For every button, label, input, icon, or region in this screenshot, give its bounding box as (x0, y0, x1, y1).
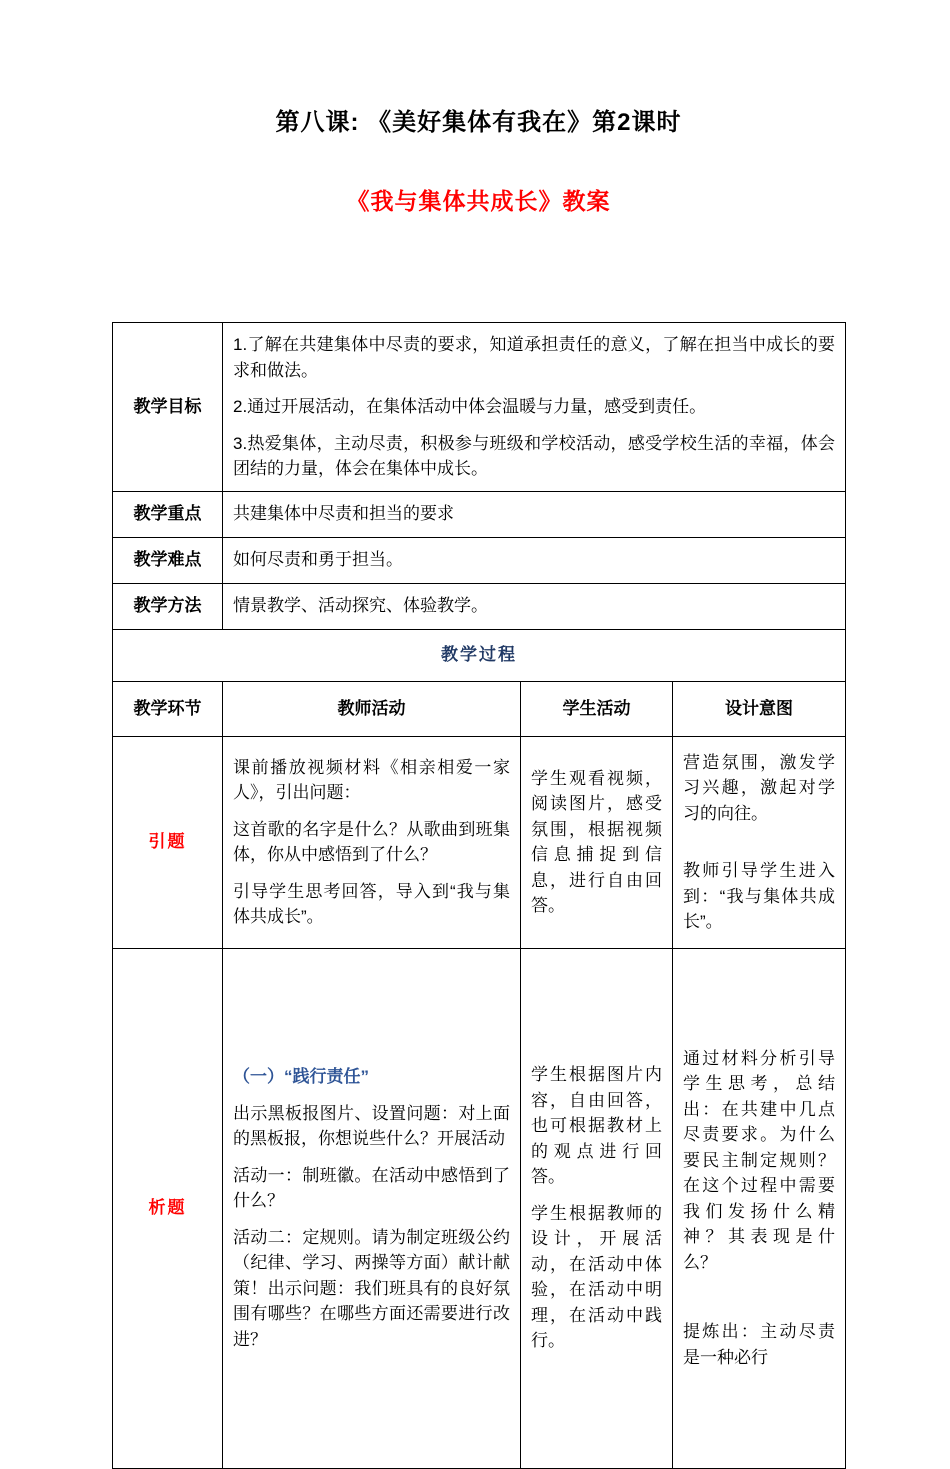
paragraph: 提炼出：主动尽责是一种必行 (683, 1322, 836, 1367)
document-subtitle: 《我与集体共成长》教案 (346, 188, 611, 214)
paragraph: 学生根据图片内容，自由回答，也可根据教材上的观点进行回答。 (531, 1065, 662, 1187)
objectives-label: 教学目标 (113, 323, 223, 492)
row-key-point (113, 491, 846, 537)
paragraph: 出示黑板报图片、设置问题：对上面的黑板报，你想说些什么？开展活动 (233, 1103, 510, 1148)
intro-student-activity (521, 736, 673, 948)
paragraph: 教师引导学生进入到：“我与集体共成长”。 (683, 861, 836, 931)
analyze-design-intent (673, 948, 846, 1468)
paragraph: 活动一：制班徽。在活动中感悟到了什么？ (233, 1165, 510, 1210)
paragraph: 引导学生思考回答，导入到“我与集体共成长”。 (233, 881, 510, 926)
row-stage-analyze (113, 948, 846, 1468)
paragraph: 活动二：定规则。请为制定班级公约（纪律、学习、两操等方面）献计献策！出示问题：我们班具有的良好氛围有哪些？在哪些方面还需要进行改进？ (233, 1227, 510, 1349)
paragraph: 这首歌的名字是什么？从歌曲到班集体，你从中感悟到了什么？ (233, 819, 510, 864)
method-content: 情景教学、活动探究、体验教学。 (223, 583, 846, 629)
key-point-label: 教学重点 (113, 491, 223, 537)
paragraph: 营造氛围，激发学习兴趣，激起对学习的向往。 (683, 752, 836, 823)
objective-item: 2.通过开展活动，在集体活动中体会温暖与力量，感受到责任。 (233, 397, 707, 416)
key-point-content: 共建集体中尽责和担当的要求 (223, 491, 846, 537)
process-title: 教学过程 (113, 629, 846, 681)
paragraph: 学生根据教师的设计，开展活动，在活动中体验，在活动中明理，在活动中践行。 (531, 1203, 662, 1351)
row-process-headers (113, 681, 846, 736)
header-teacher-activity: 教师活动 (223, 681, 521, 736)
objective-item: 3.热爱集体，主动尽责，积极参与班级和学校活动，感受学校生活的幸福，体会团结的力量，体会在集体中成长。 (233, 433, 836, 478)
difficulty-content: 如何尽责和勇于担当。 (223, 537, 846, 583)
analyze-teacher-activity (223, 948, 521, 1468)
header-student-activity: 学生活动 (521, 681, 673, 736)
row-objectives (113, 323, 846, 492)
row-method (113, 583, 846, 629)
paragraph: 通过材料分析引导学生思考，总结出：在共建中几点尽责要求。为什么要民主制定规则？在这个过程中需要我们发扬什么精神？其表现是什么？ (683, 1048, 836, 1272)
section-heading: （一）“践行责任” (233, 1067, 369, 1086)
analyze-student-activity (521, 948, 673, 1468)
row-difficulty (113, 537, 846, 583)
difficulty-label: 教学难点 (113, 537, 223, 583)
header-stage: 教学环节 (113, 681, 223, 736)
row-stage-intro (113, 736, 846, 948)
document-title: 第八课: 《美好集体有我在》第2课时 (275, 109, 682, 136)
stage-analyze-label: 析题 (113, 948, 223, 1468)
paragraph: 课前播放视频材料《相亲相爱一家人》，引出问题： (233, 757, 510, 802)
objectives-content (223, 323, 846, 492)
row-process-title (113, 629, 846, 681)
method-label: 教学方法 (113, 583, 223, 629)
lesson-plan-table (112, 322, 846, 1469)
stage-intro-label: 引题 (113, 736, 223, 948)
intro-design-intent (673, 736, 846, 948)
header-design-intent: 设计意图 (673, 681, 846, 736)
objective-item: 1.了解在共建集体中尽责的要求，知道承担责任的意义，了解在担当中成长的要求和做法。 (233, 335, 836, 380)
intro-teacher-activity (223, 736, 521, 948)
paragraph: 学生观看视频，阅读图片，感受氛围，根据视频信息捕捉到信息，进行自由回答。 (531, 768, 662, 915)
